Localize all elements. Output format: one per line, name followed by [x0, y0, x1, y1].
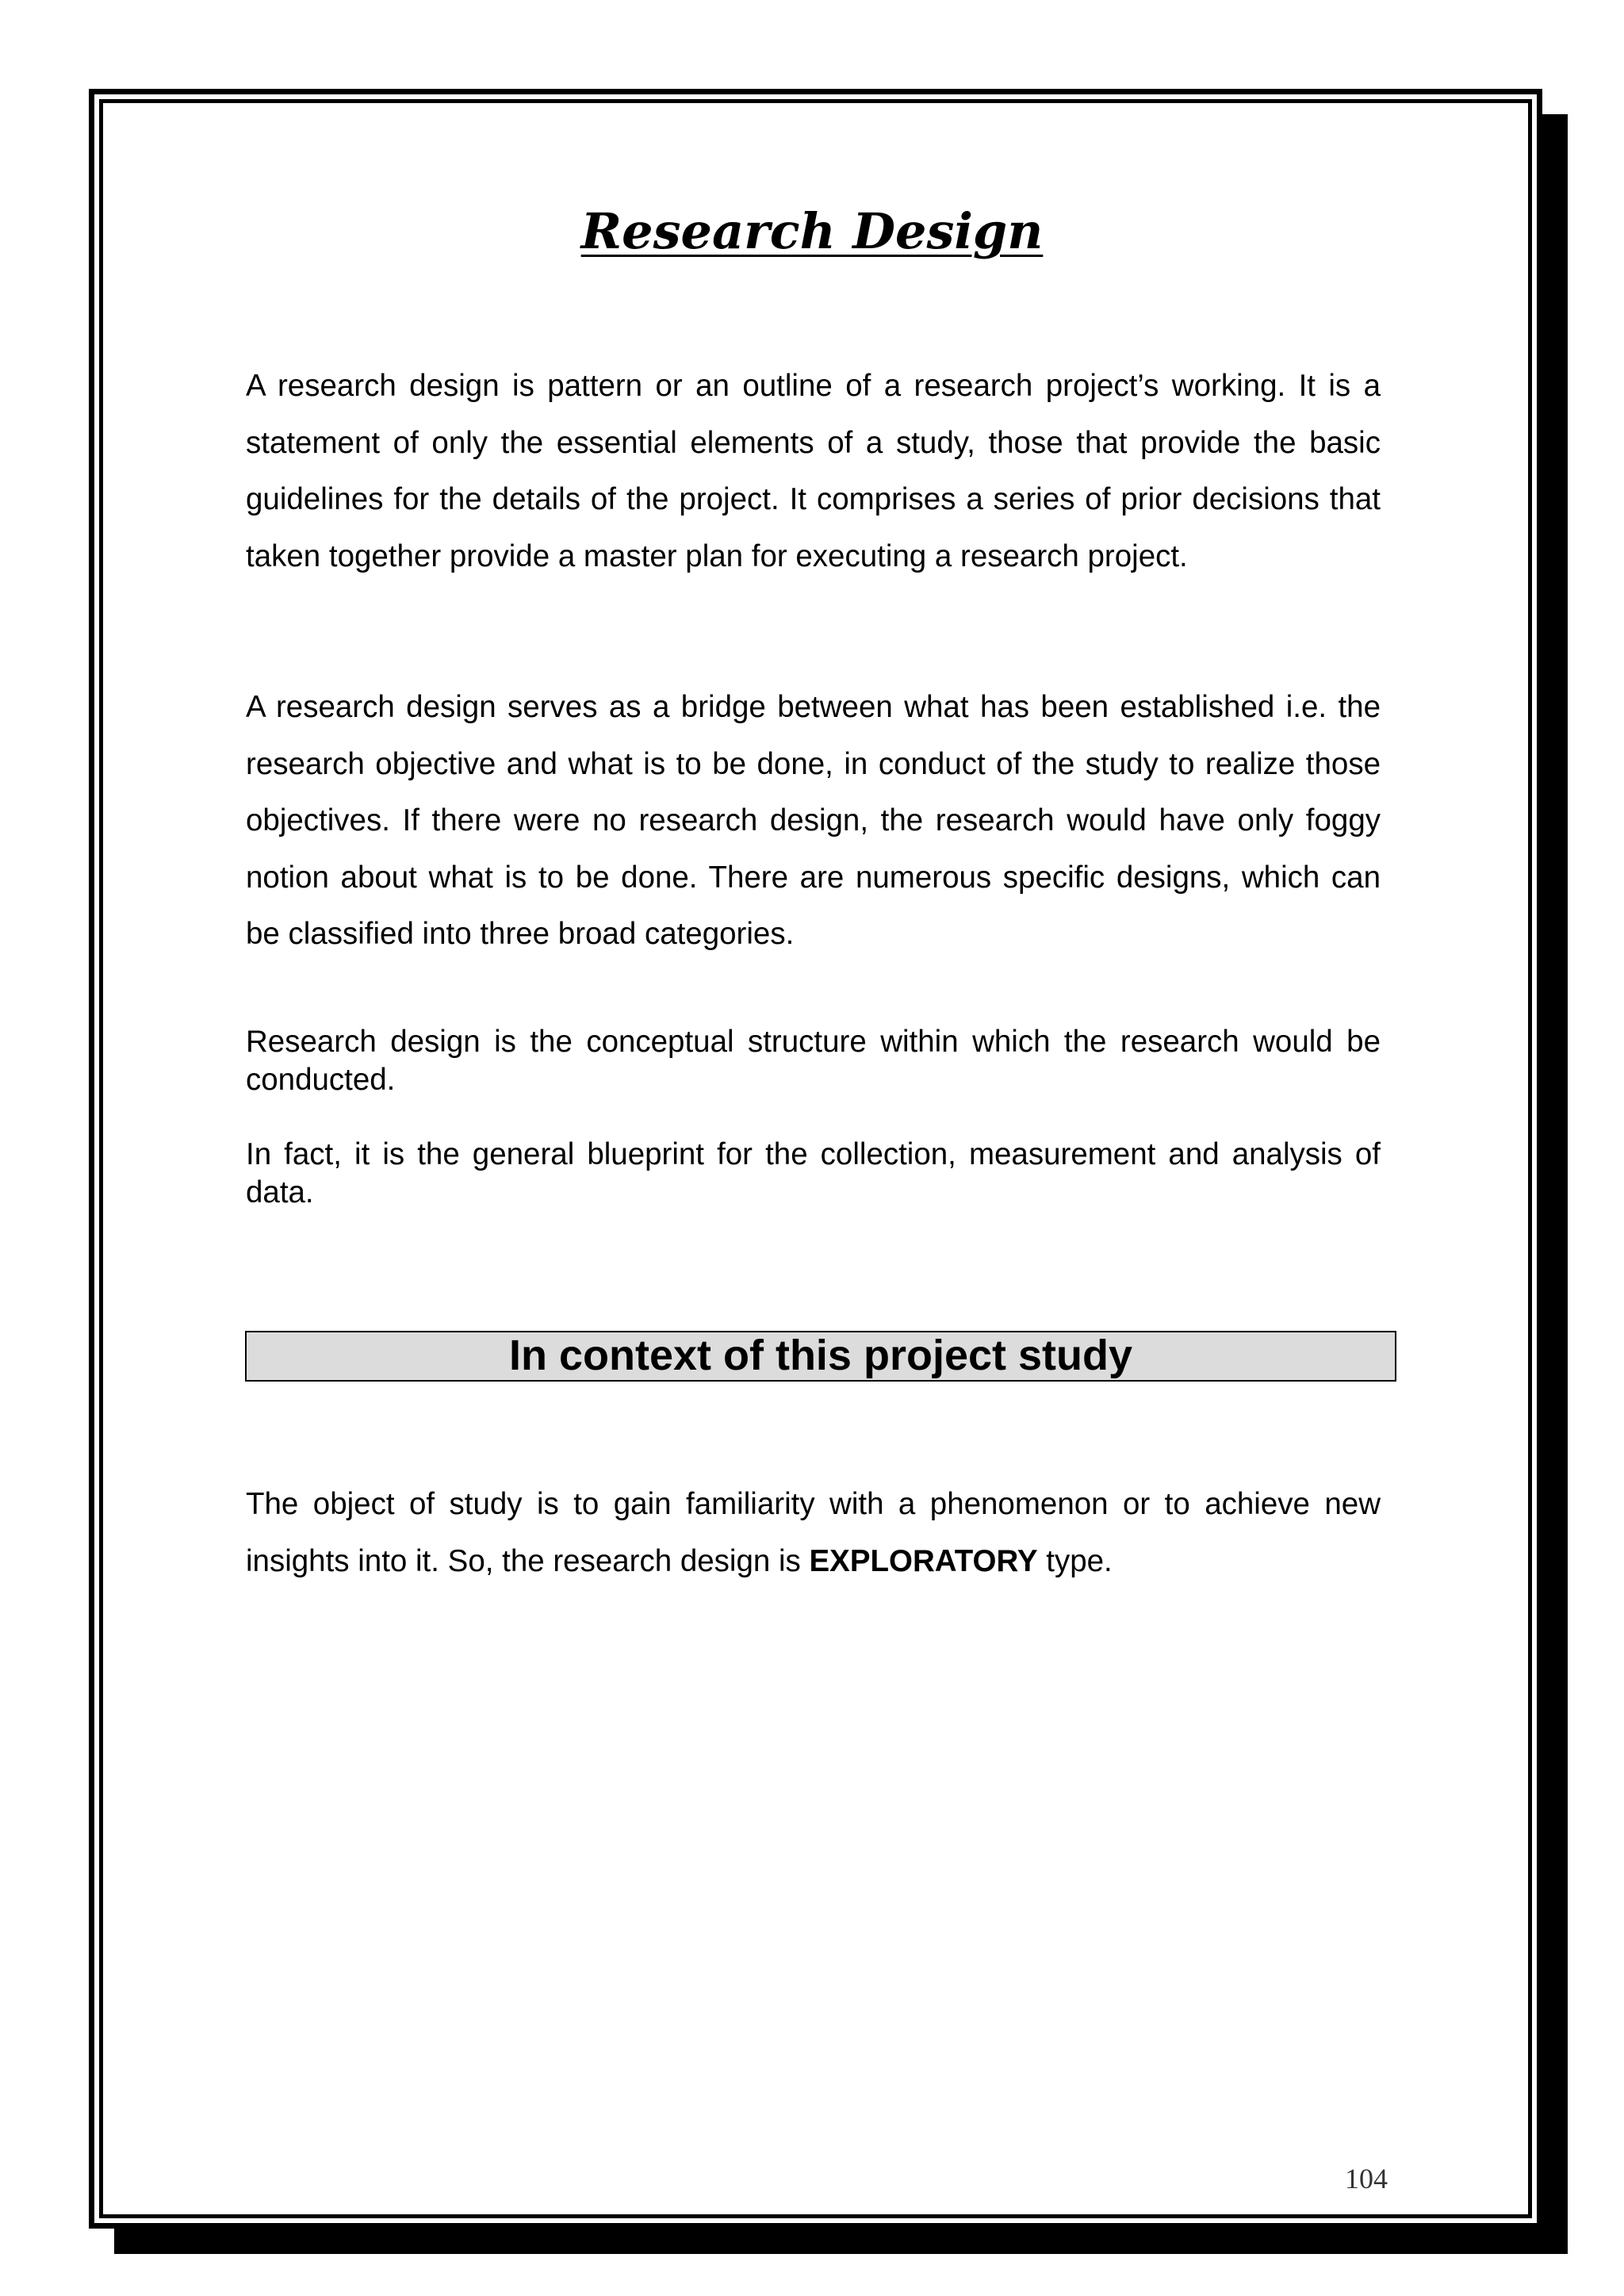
paragraph-bridge: A research design serves as a bridge between what has been established i.e. the research objective and what is to be done, in conduct of the study to realize those objectives. If there were no research design, the research would have only foggy notion about what is to be done. There are numerous specific designs, which can be classified into three broad categories.: [246, 690, 1381, 951]
paragraph-conclusion: [246, 1476, 1381, 1589]
page-title-text: Research Design: [580, 202, 1044, 260]
paragraph-definition: A research design is pattern or an outline of a research project’s working. It is a statement of only the essential elements of a study, those that provide the basic guidelines for the details of the project. It comprises a series of prior decisions that taken together provide a master plan for executing a research project.: [246, 369, 1381, 573]
page-number: 104: [1345, 2163, 1388, 2194]
conclusion-emphasis: EXPLORATORY: [809, 1543, 1038, 1578]
conclusion-tail: type.: [1037, 1543, 1113, 1578]
paragraph-conceptual-structure: Research design is the conceptual structure within which the research would be conducted.: [246, 1025, 1381, 1097]
section-heading-context: In context of this project study: [245, 1331, 1396, 1382]
conclusion-text: The object of study is to gain familiarity with a phenomenon or to achieve new insights into it. So, the research design is: [246, 1487, 1381, 1578]
page-title: [0, 200, 1624, 263]
paragraph-blueprint: In fact, it is the general blueprint for the collection, measurement and analysis of data.: [246, 1137, 1381, 1209]
